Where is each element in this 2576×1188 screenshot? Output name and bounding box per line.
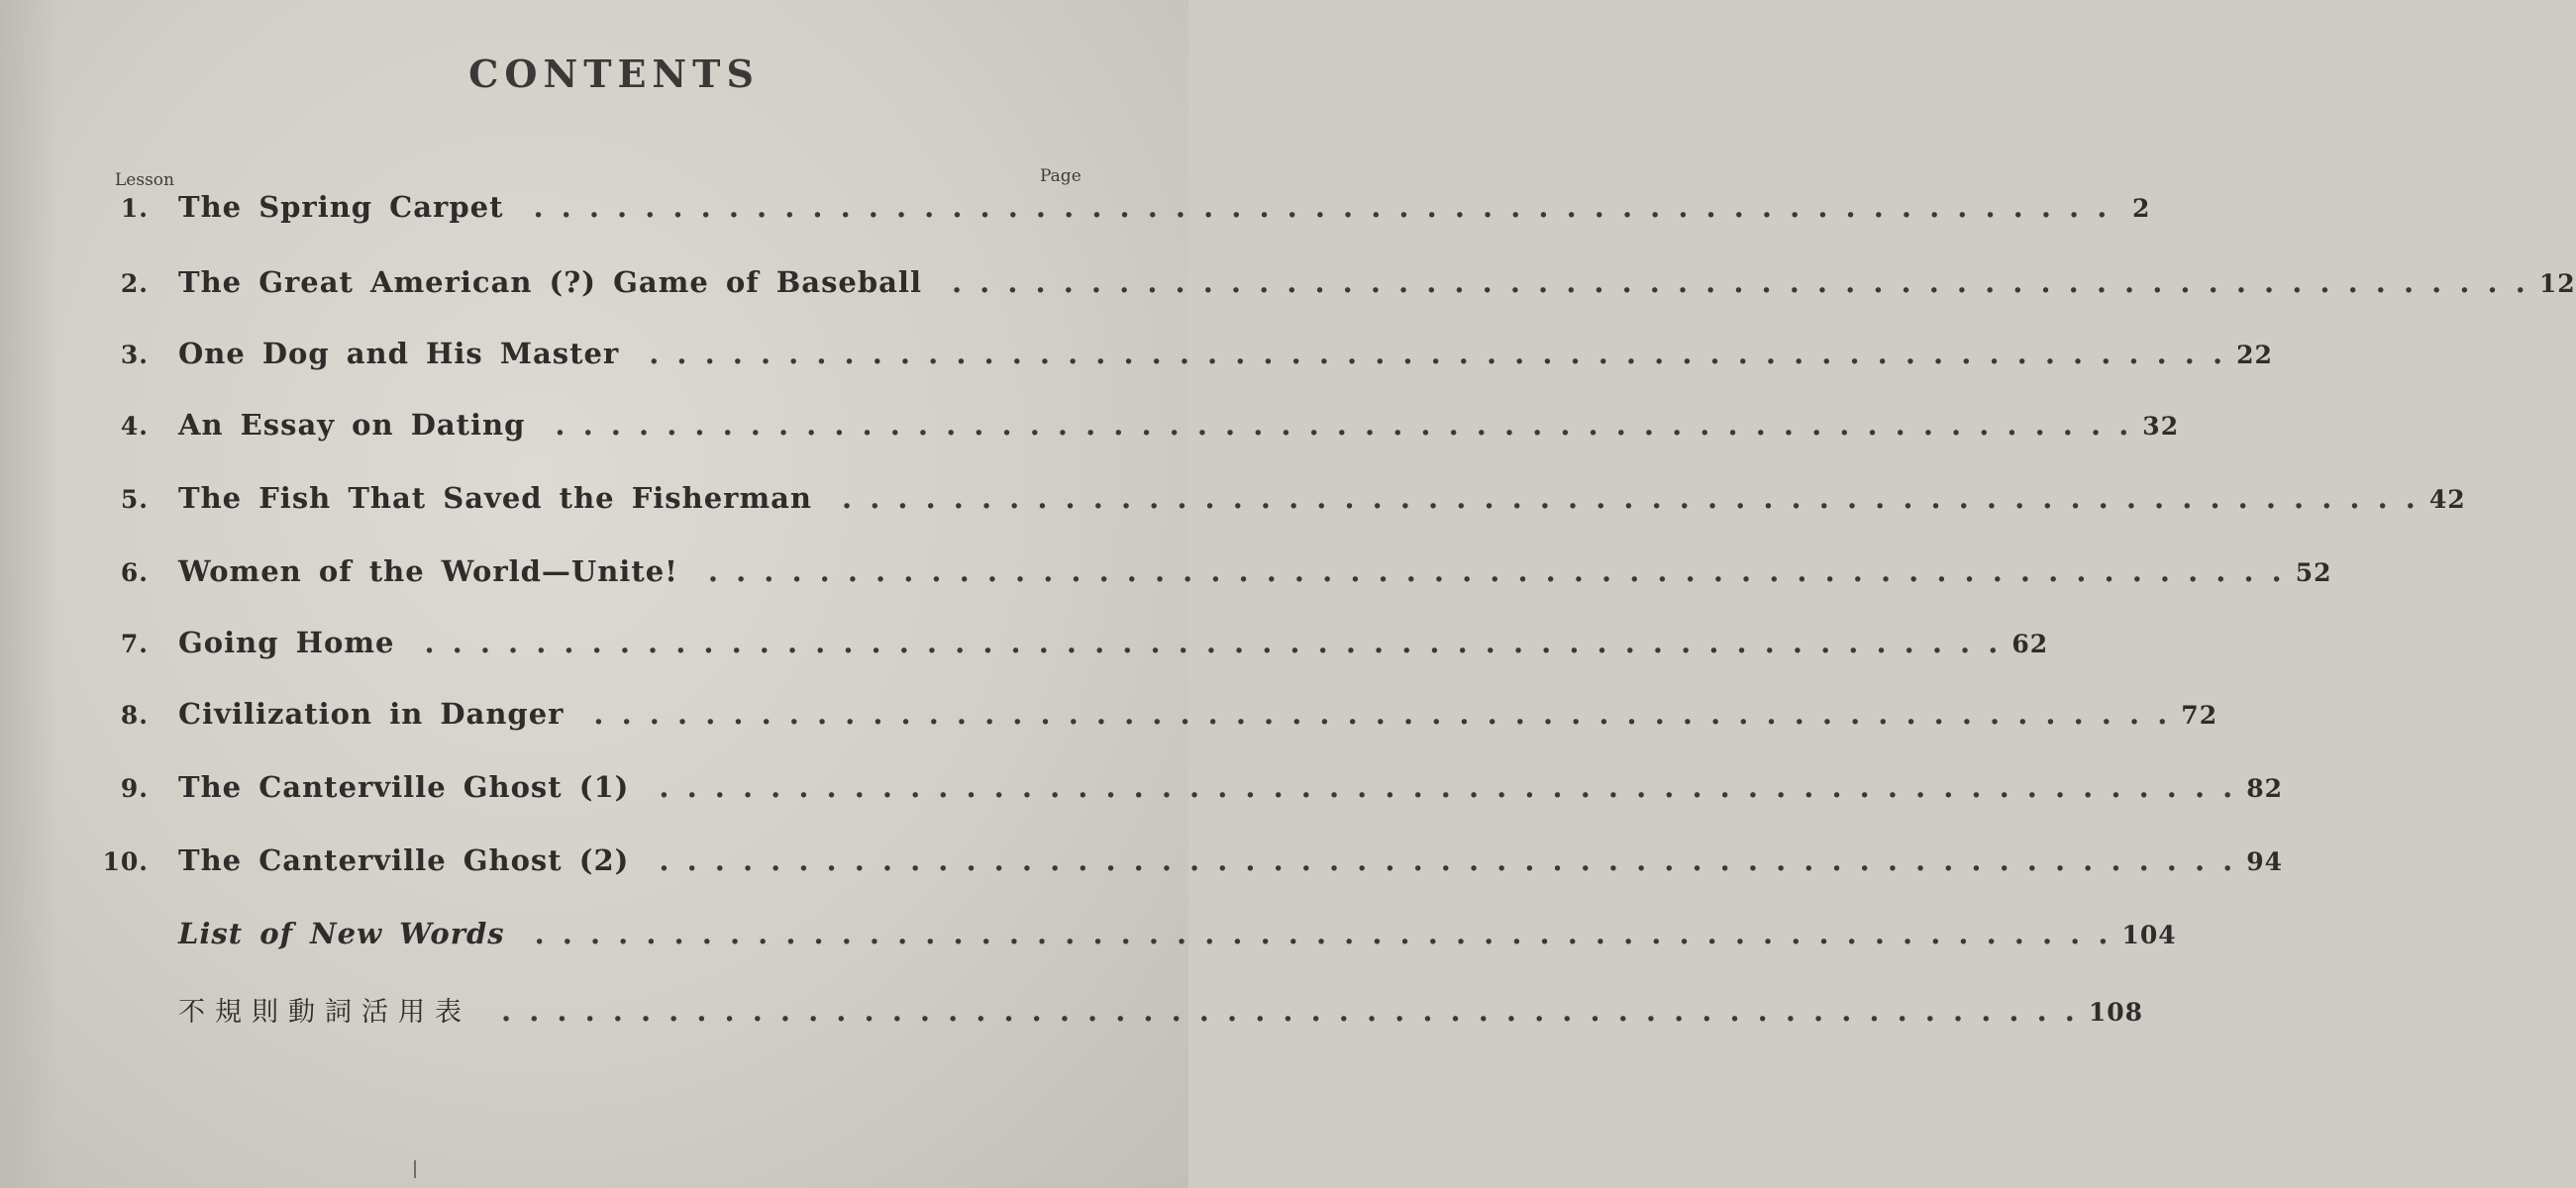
toc-entry: [87, 770, 2284, 810]
toc-entry: [87, 408, 2180, 447]
dot-leader: . . . . . . . . . . . . . . . . . . . . . . . . . . . . . . . . . . . . . . . . . . . . . . . . . . . . . . . . .: [842, 481, 2420, 515]
lesson-column-header: Lesson: [115, 170, 174, 190]
entry-page: 22: [2236, 341, 2273, 369]
entry-page: 2: [2131, 194, 2151, 223]
dot-leader: . . . . . . . . . . . . . . . . . . . . . . . . . . . . . . . . . . . . . . . . . . . . . . . . . . . . . . . . .: [533, 190, 2112, 224]
entry-title: The Fish That Saved the Fisherman: [178, 481, 813, 515]
entry-page: 104: [2121, 921, 2177, 949]
toc-entry: [87, 337, 2273, 376]
toc-entry: [87, 554, 2332, 594]
dot-leader: . . . . . . . . . . . . . . . . . . . . . . . . . . . . . . . . . . . . . . . . . . . . . . . . . . . . . . . . .: [534, 917, 2112, 950]
entry-title: The Canterville Ghost (2): [178, 843, 630, 877]
paper-mark: [414, 1160, 416, 1178]
entry-page: 94: [2246, 847, 2284, 876]
entry-number: 8.: [120, 701, 149, 730]
entry-page: 72: [2181, 701, 2218, 730]
toc-entry: [87, 990, 2144, 1030]
entry-page: 62: [2011, 630, 2049, 658]
dot-leader: . . . . . . . . . . . . . . . . . . . . . . . . . . . . . . . . . . . . . . . . . . . . . . . . . . . . . . . . .: [555, 408, 2133, 442]
entry-number: 7.: [120, 630, 149, 658]
entry-page: 82: [2246, 774, 2284, 803]
dot-leader: . . . . . . . . . . . . . . . . . . . . . . . . . . . . . . . . . . . . . . . . . . . . . . . . . . . . . . . . .: [659, 770, 2237, 804]
entry-number: 5.: [120, 485, 149, 514]
dot-leader: . . . . . . . . . . . . . . . . . . . . . . . . . . . . . . . . . . . . . . . . . . . . . . . . . . . . . . . . .: [659, 843, 2237, 877]
entry-title: An Essay on Dating: [178, 408, 526, 442]
entry-title: The Great American (?) Game of Baseball: [178, 265, 922, 299]
entry-title: The Spring Carpet: [178, 190, 504, 224]
entry-number: 10.: [102, 847, 149, 876]
entry-title: 不規則動詞活用表: [178, 997, 471, 1028]
entry-title: Going Home: [178, 626, 395, 659]
dot-leader: . . . . . . . . . . . . . . . . . . . . . . . . . . . . . . . . . . . . . . . . . . . . . . . . . . . . . . . . .: [951, 265, 2529, 299]
toc-entry: [87, 697, 2218, 737]
entry-number: 4.: [120, 412, 149, 441]
entry-number: 9.: [120, 774, 149, 803]
entry-page: 42: [2428, 485, 2466, 514]
entry-number: 2.: [120, 269, 149, 298]
entry-title: List of New Words: [178, 917, 505, 950]
entry-page: 32: [2142, 412, 2180, 441]
dot-leader: . . . . . . . . . . . . . . . . . . . . . . . . . . . . . . . . . . . . . . . . . . . . . . . . . . . . . . . . .: [593, 697, 2172, 731]
entry-title: Civilization in Danger: [178, 697, 565, 731]
entry-number: 6.: [120, 558, 149, 587]
toc-entry: [87, 626, 2049, 665]
dot-leader: . . . . . . . . . . . . . . . . . . . . . . . . . . . . . . . . . . . . . . . . . . . . . . . . . . . . . . . . .: [649, 337, 2227, 370]
toc-entry: [87, 481, 2466, 521]
dot-leader: . . . . . . . . . . . . . . . . . . . . . . . . . . . . . . . . . . . . . . . . . . . . . . . . . . . . . . . . .: [424, 626, 2003, 659]
dot-leader: . . . . . . . . . . . . . . . . . . . . . . . . . . . . . . . . . . . . . . . . . . . . . . . . . . . . . . . . .: [707, 554, 2286, 588]
toc-entry: [87, 190, 2151, 230]
entry-page: 108: [2088, 998, 2144, 1027]
entry-page: 52: [2295, 558, 2332, 587]
entry-page: 12: [2538, 269, 2576, 298]
dot-leader: . . . . . . . . . . . . . . . . . . . . . . . . . . . . . . . . . . . . . . . . . . . . . . . . . . . . . . . . .: [501, 994, 2079, 1028]
page-gutter-shadow: [0, 0, 59, 1188]
entry-title: The Canterville Ghost (1): [178, 770, 630, 804]
entry-number: 3.: [120, 341, 149, 369]
entry-number: 1.: [120, 194, 149, 223]
page-title: CONTENTS: [468, 51, 760, 96]
entry-title: Women of the World—Unite!: [178, 554, 678, 588]
page-column-header: Page: [1040, 166, 1082, 186]
toc-entry: [87, 917, 2177, 956]
toc-entry: [87, 843, 2284, 883]
toc-entry: [87, 265, 2576, 305]
entry-title: One Dog and His Master: [178, 337, 620, 370]
